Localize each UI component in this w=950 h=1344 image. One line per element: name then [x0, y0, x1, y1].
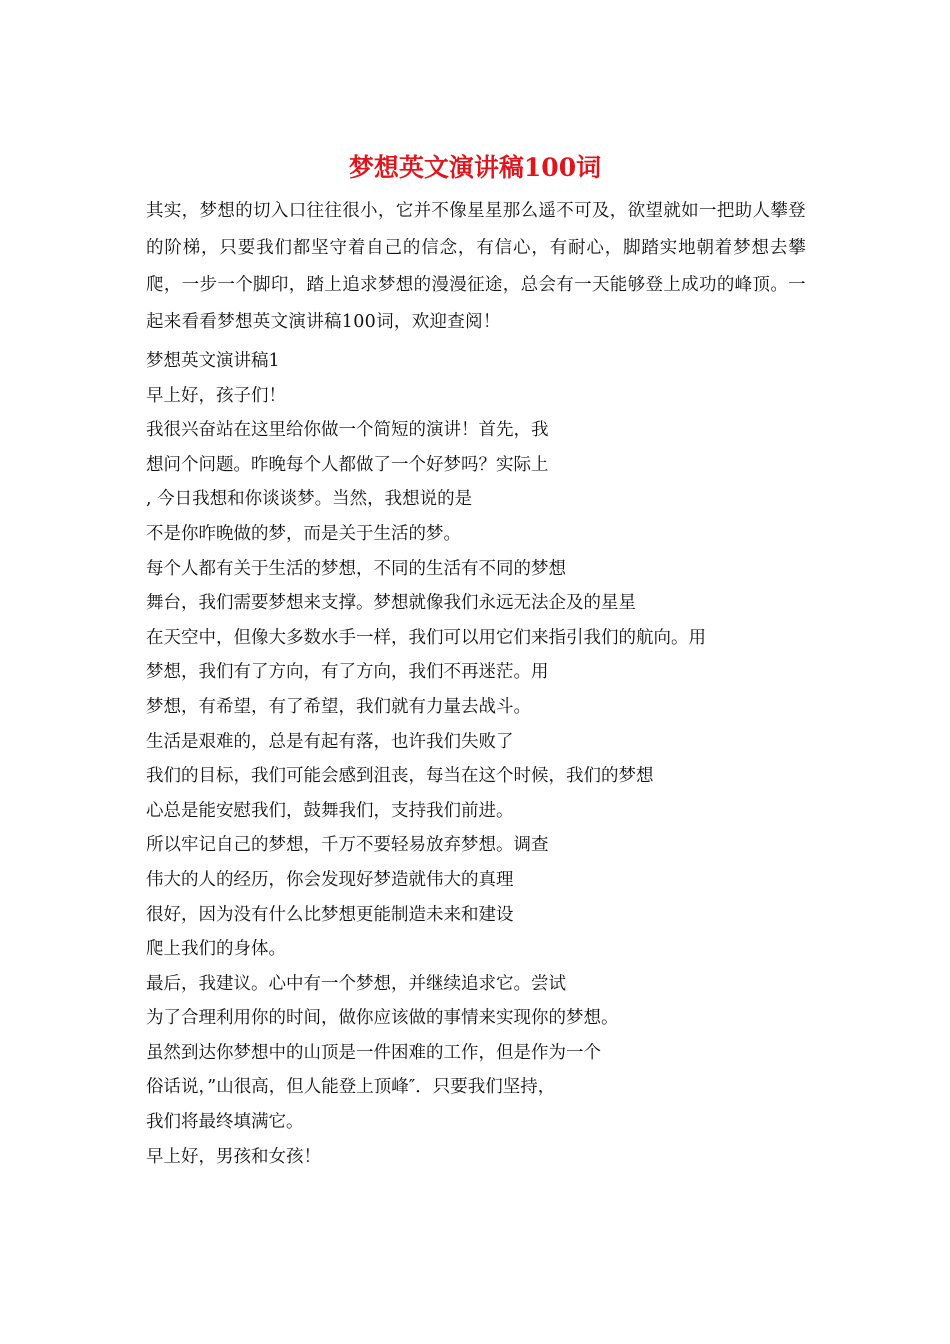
text-line: 早上好，男孩和女孩！	[146, 1146, 321, 1167]
text-line: 不是你昨晚做的梦，而是关于生活的梦。	[146, 523, 461, 544]
section-heading: 梦想英文演讲稿1	[146, 351, 280, 371]
text-line: 梦想，我们有了方向，有了方向，我们不再迷茫。用	[146, 662, 549, 683]
text-line: , 今日我想和你谈谈梦。当然，我想说的是	[146, 489, 473, 510]
text-line: 很好，因为没有什么比梦想更能制造未来和建设	[146, 904, 514, 925]
text-line: 每个人都有关于生活的梦想，不同的生活有不同的梦想	[146, 558, 566, 579]
text-line: 想问个问题。昨晚每个人都做了一个好梦吗？实际上	[146, 454, 549, 475]
text-line: 在天空中，但像大多数水手一样，我们可以用它们来指引我们的航向。用	[146, 627, 706, 648]
text-line: 为了合理利用你的时间，做你应该做的事情来实现你的梦想。	[146, 1008, 619, 1029]
text-line: 我们的目标，我们可能会感到沮丧，每当在这个时候，我们的梦想	[146, 766, 654, 787]
text-line: 伟大的人的经历，你会发现好梦造就伟大的真理	[146, 869, 514, 890]
text-line: 梦想，有希望，有了希望，我们就有力量去战斗。	[146, 696, 531, 717]
text-line: 我们将最终填满它。	[146, 1112, 304, 1133]
speech-lines	[146, 344, 826, 1174]
text-line: 舞台，我们需要梦想来支撑。梦想就像我们永远无法企及的星星	[146, 593, 636, 614]
text-line: 我很兴奋站在这里给你做一个简短的演讲！首先，我	[146, 420, 549, 441]
text-line: 爬上我们的身体。	[146, 939, 286, 960]
text-line: 所以牢记自己的梦想，千万不要轻易放弃梦想。调查	[146, 835, 549, 856]
text-line: 最后，我建议。心中有一个梦想，并继续追求它。尝试	[146, 973, 566, 994]
document-title: 梦想英文演讲稿100词	[348, 153, 602, 182]
text-line: 早上好，孩子们！	[146, 385, 286, 406]
intro-paragraph: 其实，梦想的切入口往往很小，它并不像星星那么遥不可及，欲望就如一把助人攀登的阶梯，只要我们都坚守着自己的信念，有信心，有耐心，脚踏实地朝着梦想去攀爬，一步一个脚印，踏上追求梦想的漫漫征途，总会有一天能够登上成功的峰顶。一起来看看梦想英文演讲稿100词，欢迎查阅！	[146, 201, 806, 332]
text-line: 心总是能安慰我们，鼓舞我们，支持我们前进。	[146, 800, 514, 821]
text-line: 生活是艰难的，总是有起有落，也许我们失败了	[146, 731, 514, 752]
text-line: 虽然到达你梦想中的山顶是一件困难的工作，但是作为一个	[146, 1042, 601, 1063]
text-line: 俗话说，”山很高，但人能登上顶峰″．只要我们坚持，	[146, 1077, 556, 1098]
